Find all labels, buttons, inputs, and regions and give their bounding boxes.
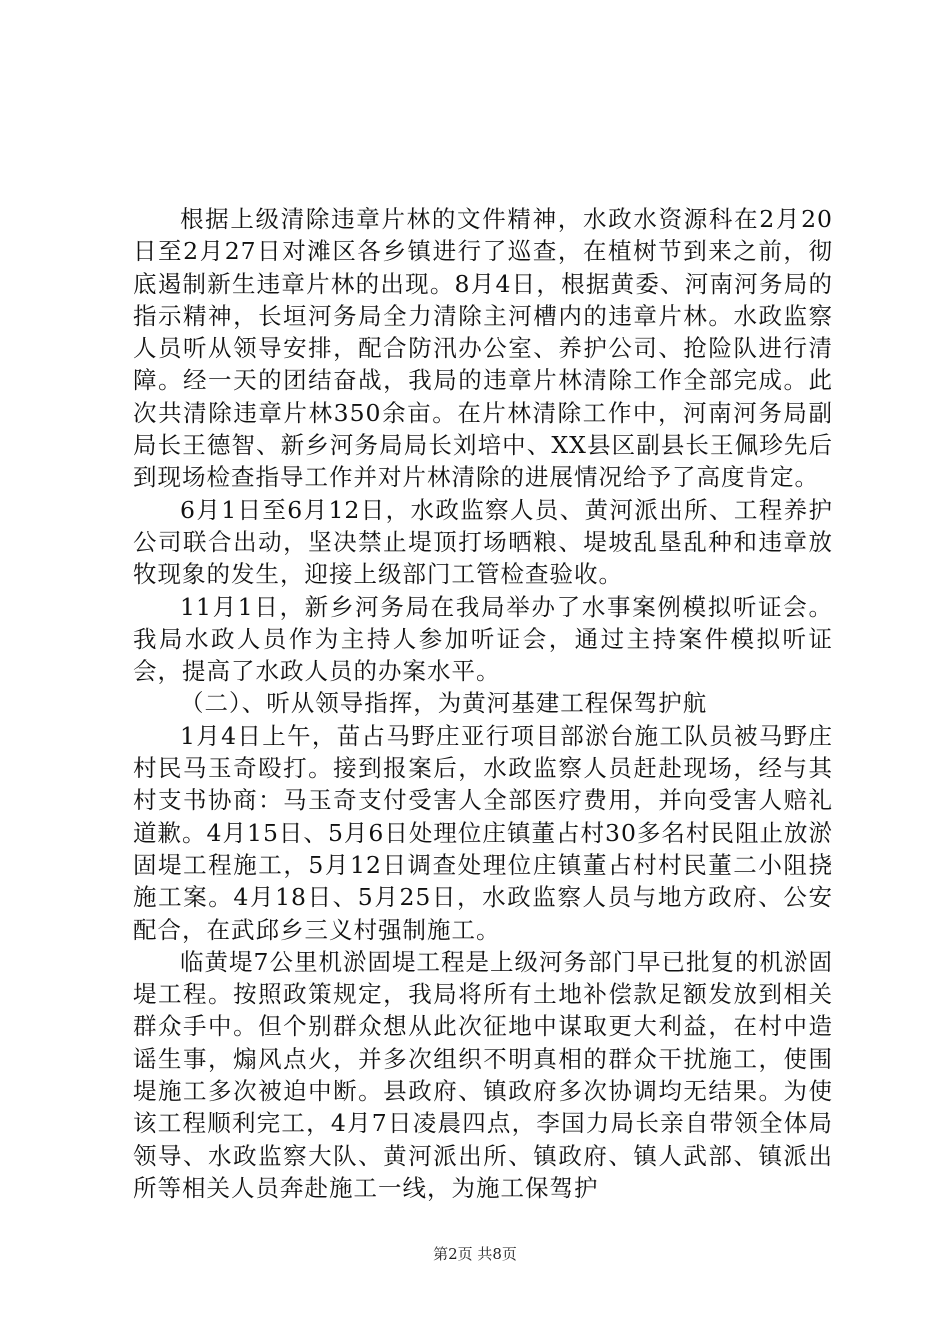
page-number: 第2页 共8页 bbox=[433, 1245, 517, 1263]
paragraph-hearing: 11月1日，新乡河务局在我局举办了水事案例模拟听证会。我局水政人员作为主持人参加听证会，通过主持案件模拟听证会，提高了水政人员的办案水平。 bbox=[133, 592, 833, 686]
paragraph-dike-inspection: 6月1日至6月12日，水政监察人员、黄河派出所、工程养护公司联合出动，坚决禁止堤顶打场晒粮、堤坡乱垦乱种和违章放牧现象的发生，迎接上级部门工管检查验收。 bbox=[133, 495, 833, 589]
document-body bbox=[133, 203, 833, 1204]
section-heading: （二）、听从领导指挥，为黄河基建工程保驾护航 bbox=[180, 689, 708, 718]
paragraph-construction-incidents: 1月4日上午，苗占马野庄亚行项目部淤台施工队员被马野庄村民马玉奇殴打。接到报案后，水政监察人员赶赴现场，经与其村支书协商：马玉奇支付受害人全部医疗费用，并向受害人赔礼道歉。4月15日、5月6日处理位庄镇董占村30多名村民阻止放淤固堤工程施工，5月12日调查处理位庄镇董占村村民董二小阻挠施工案。4月18日、5月25日，水政监察人员与地方政府、公安配合，在武邱乡三义村强制施工。 bbox=[133, 721, 833, 944]
paragraph-forest-clearing: 根据上级清除违章片林的文件精神，水政水资源科在2月20日至2月27日对滩区各乡镇进行了巡查，在植树节到来之前，彻底遏制新生违章片林的出现。8月4日，根据黄委、河南河务局的指示精神，长垣河务局全力清除主河槽内的违章片林。水政监察人员听从领导安排，配合防汛办公室、养护公司、抢险队进行清障。经一天的团结奋战，我局的违章片林清除工作全部完成。此次共清除违章片林350余亩。在片林清除工作中，河南河务局副局长王德智、新乡河务局局长刘培中、XX县区副县长王佩珍先后到现场检查指导工作并对片林清除的进展情况给予了高度肯定。 bbox=[133, 205, 833, 492]
paragraph-dike-project: 临黄堤7公里机淤固堤工程是上级河务部门早已批复的机淤固堤工程。按照政策规定，我局将所有土地补偿款足额发放到相关群众手中。但个别群众想从此次征地中谋取更大利益，在村中造谣生事，煽风点火，并多次组织不明真相的群众干扰施工，使围堤施工多次被迫中断。县政府、镇政府多次协调均无结果。为使该工程顺利完工，4月7日凌晨四点，李国力局长亲自带领全体局领导、水政监察大队、黄河派出所、镇政府、镇人武部、镇派出所等相关人员奔赴施工一线，为施工保驾护 bbox=[133, 947, 833, 1202]
